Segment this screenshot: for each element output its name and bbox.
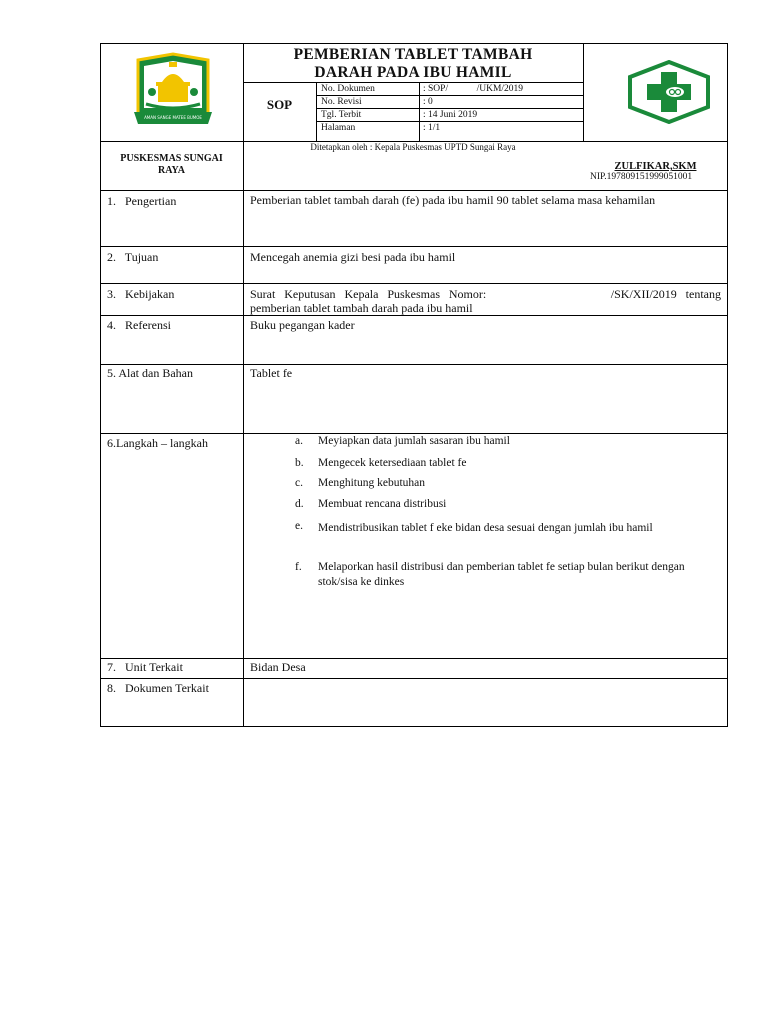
section-content-reference: Buku pegangan kader (250, 318, 355, 332)
organization-name-line1: PUSKESMAS SUNGAI (120, 153, 223, 164)
sop-label: SOP (266, 97, 293, 112)
document-title-line2: DARAH PADA IBU HAMIL (314, 64, 512, 81)
list-item: Menghitung kebutuhan (318, 477, 425, 489)
section-label-reference: 4. Referensi (107, 318, 171, 332)
meta-label-revision: No. Revisi (321, 97, 362, 107)
meta-value-revision: : 0 (423, 97, 433, 107)
section-label-purpose: 2. Tujuan (107, 250, 159, 264)
section-content-purpose: Mencegah anemia gizi besi pada ibu hamil (250, 250, 456, 264)
section-content-related-unit: Bidan Desa (250, 660, 306, 674)
section-label-definition: 1. Pengertian (107, 194, 177, 208)
meta-value-issue-date: : 14 Juni 2019 (423, 110, 478, 120)
step-letter: f. (295, 561, 302, 573)
organization-name-line2: RAYA (157, 165, 186, 176)
regional-emblem-logo (128, 52, 218, 130)
section-label-steps: 6.Langkah – langkah (107, 436, 208, 450)
meta-label-issue-date: Tgl. Terbit (321, 110, 362, 120)
section-label-related-unit: 7. Unit Terkait (107, 660, 183, 674)
established-by-text: Ditetapkan oleh : Kepala Puskesmas UPTD Sungai Raya (310, 142, 516, 152)
document-title-line1: PEMBERIAN TABLET TAMBAH (293, 46, 533, 63)
health-cross-logo (626, 60, 712, 124)
list-item: Membuat rencana distribusi (318, 498, 447, 510)
section-content-policy-line2: pemberian tablet tambah darah pada ibu hamil (250, 301, 473, 315)
step-letter: b. (295, 457, 304, 469)
step-letter: c. (295, 477, 303, 489)
signatory-name: ZULFIKAR,SKM (614, 161, 697, 172)
section-content-tools-materials: Tablet fe (250, 366, 293, 380)
step-letter: d. (295, 498, 304, 510)
section-label-tools-materials: 5. Alat dan Bahan (107, 366, 193, 380)
section-label-related-document: 8. Dokumen Terkait (107, 681, 209, 695)
meta-label-page: Halaman (321, 123, 356, 133)
list-item: Mengecek ketersediaan tablet fe (318, 457, 467, 469)
list-item: Melaporkan hasil distribusi dan pemberian tablet fe setiap bulan berikut dengan stok/sisa ke dinkes (318, 561, 685, 588)
meta-label-document-number: No. Dokumen (321, 84, 375, 94)
signatory-nip: NIP.197809151999051001 (590, 172, 693, 182)
meta-value-page: : 1/1 (423, 123, 441, 133)
meta-value-document-number: : SOP/ /UKM/2019 (423, 84, 524, 94)
step-letter: a. (295, 435, 303, 447)
emblem-caption: AMAN SANGE MATEE BUMOE (144, 115, 202, 120)
step-letter: e. (295, 520, 303, 532)
list-item: Mendistribusikan tablet f eke bidan desa sesuai dengan jumlah ibu hamil (318, 522, 653, 534)
section-content-definition: Pemberian tablet tambah darah (fe) pada ibu hamil 90 tablet selama masa kehamilan (250, 193, 656, 207)
list-item: Meyiapkan data jumlah sasaran ibu hamil (318, 435, 510, 447)
section-content-policy-line1: Surat Keputusan Kepala Puskesmas Nomor: /SK/XII/2019 tentang (250, 287, 721, 301)
section-label-policy: 3. Kebijakan (107, 287, 175, 301)
